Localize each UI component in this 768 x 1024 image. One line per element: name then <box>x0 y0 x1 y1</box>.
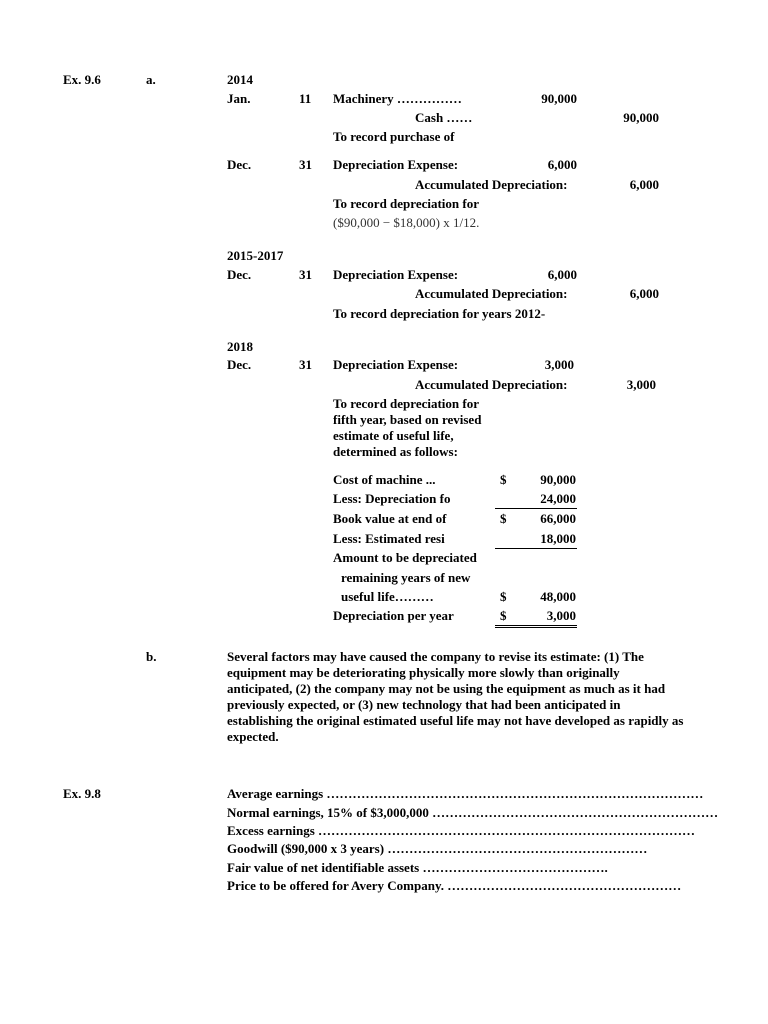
schedule-underline <box>495 508 577 509</box>
ex98-line: Average earnings …………………………………………………………………………… <box>227 786 704 801</box>
schedule-amount: 66,000 <box>540 511 576 526</box>
exercise-label-9-6: Ex. 9.6 <box>63 72 101 87</box>
schedule-label: Less: Depreciation fo <box>333 491 451 506</box>
schedule-label: Depreciation per year <box>333 608 454 623</box>
part-a-label: a. <box>146 72 156 87</box>
entry2-month: Dec. <box>227 157 252 172</box>
schedule-label: Amount to be depreciated <box>333 550 477 565</box>
entry1-month: Jan. <box>227 91 251 106</box>
entry3-month: Dec. <box>227 267 252 282</box>
entry3-credit-amount: 6,000 <box>629 286 659 301</box>
schedule-label: Cost of machine ... <box>333 472 436 487</box>
ex98-line: Excess earnings …………………………………………………………………………… <box>227 823 695 838</box>
entry2-debit-account: Depreciation Expense: <box>333 157 459 172</box>
schedule-label: remaining years of new <box>341 570 471 585</box>
schedule-amount: 3,000 <box>546 608 576 623</box>
entry4-month: Dec. <box>227 357 252 372</box>
entry4-credit-amount: 3,000 <box>626 377 656 392</box>
entry4-debit-account: Depreciation Expense: <box>333 357 459 372</box>
entry3-credit-account: Accumulated Depreciation: <box>415 286 568 301</box>
entry3-debit-amount: 6,000 <box>547 267 577 282</box>
entry4-credit-account: Accumulated Depreciation: <box>415 377 568 392</box>
schedule-currency: $ <box>500 511 507 526</box>
schedule-label: Book value at end of <box>333 511 447 526</box>
entry2-debit-amount: 6,000 <box>547 157 577 172</box>
entry4-explanation-line: determined as follows: <box>333 444 458 459</box>
entry2-day: 31 <box>299 157 312 172</box>
entry2-credit-account: Accumulated Depreciation: <box>415 177 568 192</box>
part-b-label: b. <box>146 649 157 664</box>
schedule-underline <box>495 625 577 626</box>
entry3-year: 2015-2017 <box>227 248 284 263</box>
entry4-day: 31 <box>299 357 312 372</box>
entry4-year: 2018 <box>227 339 253 354</box>
entry4-explanation-line: To record depreciation for <box>333 396 479 411</box>
entry1-year: 2014 <box>227 72 253 87</box>
entry1-debit-amount: 90,000 <box>541 91 577 106</box>
entry2-explanation: To record depreciation for <box>333 196 479 211</box>
entry1-day: 11 <box>299 91 312 106</box>
ex98-line: Fair value of net identifiable assets ……………………………………. <box>227 860 608 875</box>
schedule-label: useful life……… <box>341 589 434 604</box>
entry2-calculation: ($90,000 − $18,000) x 1/12. <box>333 215 480 230</box>
schedule-currency: $ <box>500 472 507 487</box>
ex98-line: Price to be offered for Avery Company. ……………………………………………… <box>227 878 682 893</box>
entry1-debit-account: Machinery …………… <box>333 91 462 106</box>
ex98-line: Normal earnings, 15% of $3,000,000 ………………………………………………………… <box>227 805 719 820</box>
schedule-currency: $ <box>500 608 507 623</box>
entry2-credit-amount: 6,000 <box>629 177 659 192</box>
part-b-paragraph: Several factors may have caused the company to revise its estimate: (1) The equipment may be deteriorating physically more slowly than originally anticipated, (2) the company may not be using the equipment as much as it had previously expected, or (3) new technology that had been anticipated in establishing the original estimated useful life may not have developed as rapidly as expected. <box>227 649 684 744</box>
entry3-debit-account: Depreciation Expense: <box>333 267 459 282</box>
schedule-amount: 18,000 <box>540 531 576 546</box>
entry3-day: 31 <box>299 267 312 282</box>
schedule-underline <box>495 548 577 549</box>
exercise-label-9-8: Ex. 9.8 <box>63 786 101 801</box>
entry1-explanation: To record purchase of <box>333 129 455 144</box>
entry3-explanation: To record depreciation for years 2012- <box>333 306 546 321</box>
entry1-credit-account: Cash …… <box>415 110 473 125</box>
schedule-double-underline <box>495 627 577 628</box>
entry4-explanation-line: estimate of useful life, <box>333 428 454 443</box>
schedule-amount: 48,000 <box>540 589 576 604</box>
ex98-line: Goodwill ($90,000 x 3 years) …………………………………………………… <box>227 841 648 856</box>
entry4-debit-amount: 3,000 <box>544 357 574 372</box>
schedule-currency: $ <box>500 589 507 604</box>
schedule-label: Less: Estimated resi <box>333 531 445 546</box>
entry4-explanation-line: fifth year, based on revised <box>333 412 482 427</box>
schedule-amount: 24,000 <box>540 491 576 506</box>
schedule-amount: 90,000 <box>540 472 576 487</box>
entry1-credit-amount: 90,000 <box>623 110 659 125</box>
